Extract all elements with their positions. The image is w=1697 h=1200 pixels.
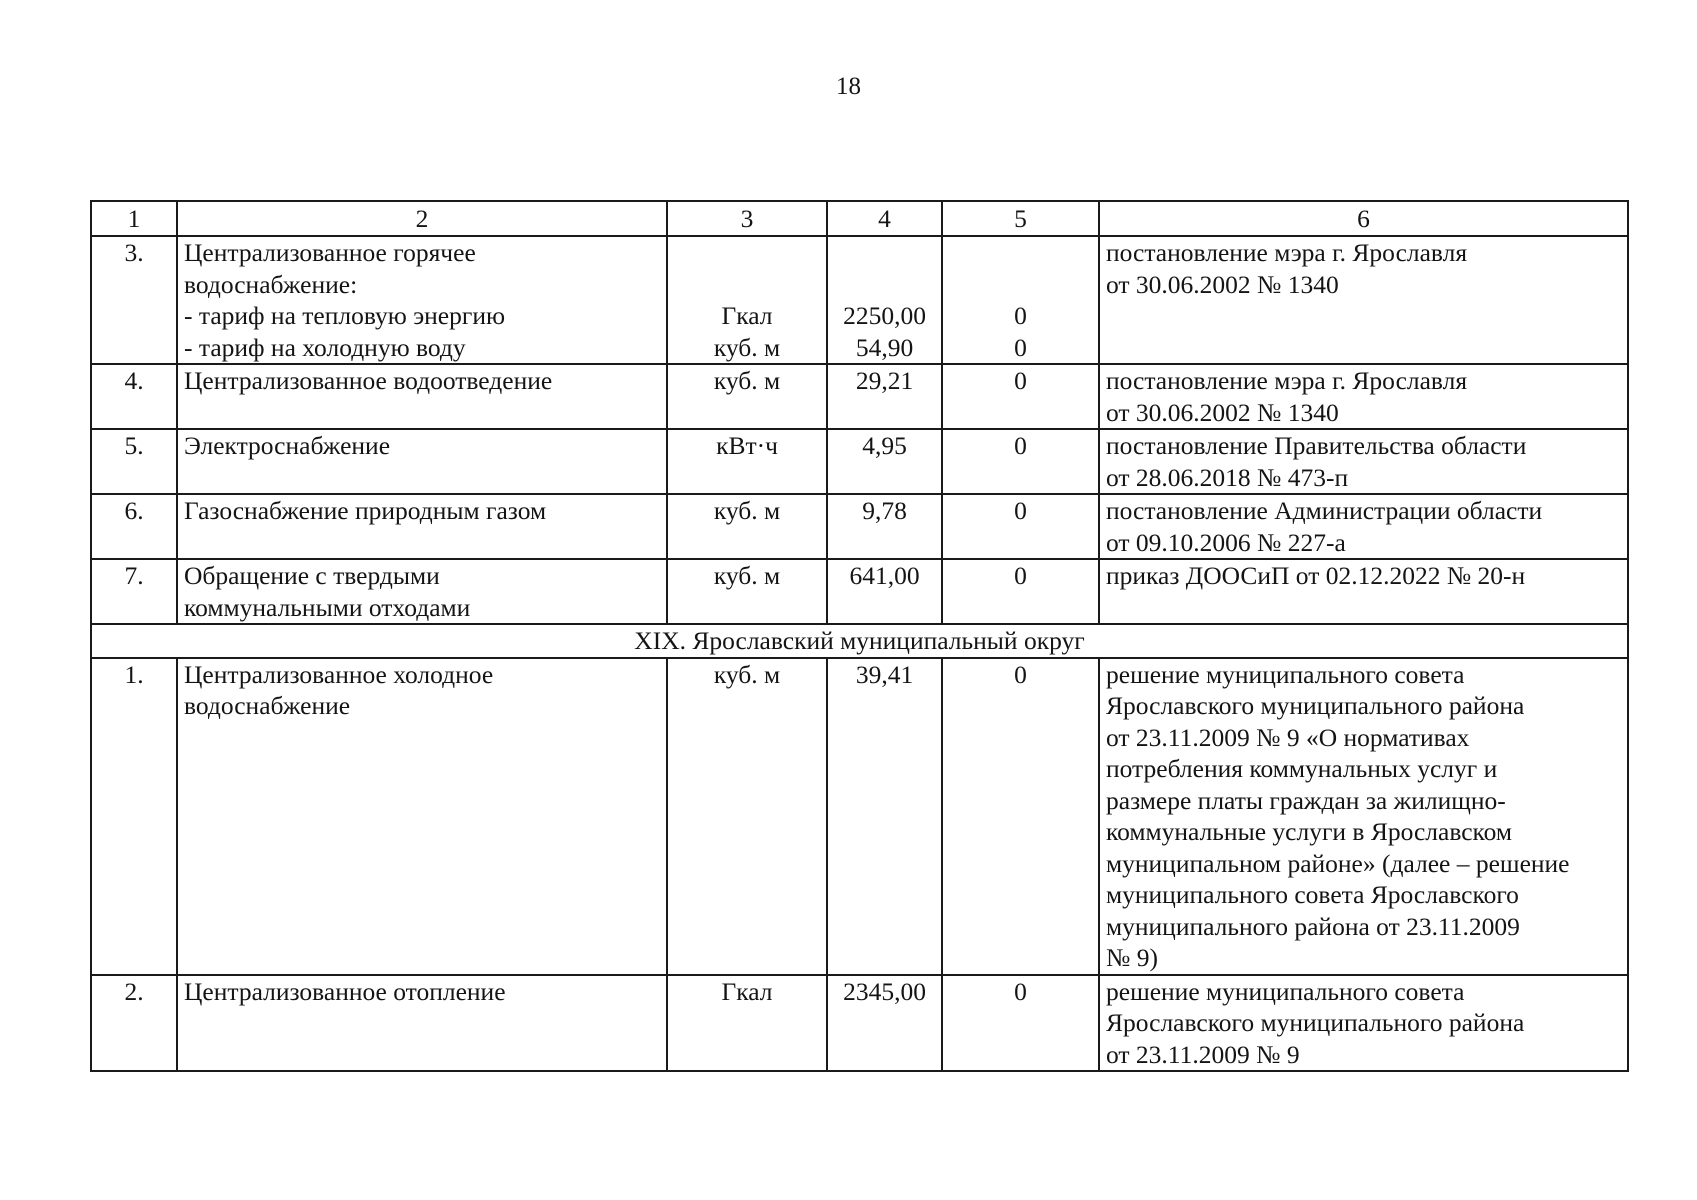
legal-basis-line: постановление Администрации области [1106,496,1543,525]
service-name [177,236,667,364]
service-name-line: водоснабжение [184,691,351,720]
service-name-line: Централизованное водоотведение [184,366,553,395]
legal-basis-line: приказ ДООСиП от 02.12.2022 № 20-н [1106,561,1526,590]
legal-basis-line: от 28.06.2018 № 473-п [1106,462,1349,492]
legal-basis [1099,236,1628,364]
deviation-value: 0 [1014,332,1027,362]
service-name-line: - тариф на холодную воду [184,332,466,362]
table-row [91,975,1628,1072]
column-number-row [91,201,1628,236]
legal-basis [1099,975,1628,1072]
unit: куб. м [667,559,827,624]
tariff-table [90,200,1629,1072]
row-number: 2. [91,975,177,1072]
tariff-value: 39,41 [827,658,942,975]
deviation-value: 0 [942,559,1099,624]
deviation-value: 0 [942,364,1099,429]
section-row [91,624,1628,658]
tariff-value: 2345,00 [827,975,942,1072]
service-name-line: Централизованное холодное [184,659,494,689]
table-row [91,236,1628,364]
table-row [91,658,1628,975]
tariff-value: 4,95 [827,429,942,494]
unit: куб. м [667,658,827,975]
legal-basis-line: потребления коммунальных услуг и [1106,754,1498,783]
service-name-line: Централизованное отопление [184,976,506,1006]
column-number: 5 [942,201,1099,236]
service-name-line: коммунальными отходами [184,592,471,622]
row-number: 3. [91,236,177,364]
legal-basis-line: размере платы граждан за жилищно- [1106,785,1506,815]
tariff-value: 29,21 [827,364,942,429]
section-title: XIX. Ярославский муниципальный округ [91,624,1628,658]
legal-basis-line: от 23.11.2009 № 9 [1106,1039,1300,1069]
service-name-line: водоснабжение: [184,269,358,299]
service-name-line: Обращение с твердыми [184,561,440,590]
service-name [177,494,667,559]
service-name [177,364,667,429]
row-number: 5. [91,429,177,494]
service-name-line: - тариф на тепловую энергию [184,301,506,330]
legal-basis-line: постановление мэра г. Ярославля [1106,366,1468,395]
unit-cell [667,236,827,364]
unit: куб. м [667,364,827,429]
legal-basis-line: от 09.10.2006 № 227-а [1106,527,1346,557]
legal-basis-line: Ярославского муниципального района [1106,691,1525,720]
table-row [91,494,1628,559]
service-name [177,559,667,624]
column-number: 6 [1099,201,1628,236]
row-number: 7. [91,559,177,624]
legal-basis-line: № 9) [1106,943,1158,972]
row-number: 4. [91,364,177,429]
legal-basis [1099,658,1628,975]
legal-basis [1099,364,1628,429]
row-number: 1. [91,658,177,975]
legal-basis-line: постановление Правительства области [1106,431,1527,460]
column-number: 2 [177,201,667,236]
column-number: 4 [827,201,942,236]
unit: куб. м [713,332,781,362]
legal-basis-line: от 30.06.2002 № 1340 [1106,269,1339,299]
legal-basis-line: коммунальные услуги в Ярославском [1106,817,1513,846]
table-row [91,559,1628,624]
service-name [177,975,667,1072]
legal-basis-line: муниципального района от 23.11.2009 [1106,911,1520,941]
unit: Гкал [721,301,773,330]
unit: Гкал [667,975,827,1072]
unit: куб. м [667,494,827,559]
deviation-value: 0 [942,494,1099,559]
legal-basis-line: от 23.11.2009 № 9 «О нормативах [1106,722,1470,752]
tariff-value: 54,90 [855,332,914,362]
legal-basis-line: от 30.06.2002 № 1340 [1106,397,1339,427]
service-name-line: Газоснабжение природным газом [184,496,547,525]
service-name [177,429,667,494]
page-number: 18 [836,73,861,100]
legal-basis [1099,494,1628,559]
legal-basis-line: решение муниципального совета [1106,976,1465,1006]
column-number: 1 [91,201,177,236]
deviation-cell [942,236,1099,364]
deviation-value: 0 [942,975,1099,1072]
deviation-value: 0 [1014,301,1027,330]
legal-basis [1099,429,1628,494]
service-name-line: Электроснабжение [184,431,391,460]
tariff-value: 9,78 [827,494,942,559]
service-name-line: Централизованное горячее [184,238,476,267]
column-number: 3 [667,201,827,236]
legal-basis-line: Ярославского муниципального района [1106,1008,1525,1037]
legal-basis-line: муниципальном районе» (далее – решение [1106,848,1570,878]
legal-basis [1099,559,1628,624]
unit: кВт·ч [667,429,827,494]
legal-basis-line: постановление мэра г. Ярославля [1106,238,1468,267]
table-row [91,429,1628,494]
deviation-value: 0 [942,429,1099,494]
legal-basis-line: муниципального совета Ярославского [1106,880,1519,909]
service-name [177,658,667,975]
value-cell [827,236,942,364]
tariff-value: 2250,00 [843,301,926,330]
row-number: 6. [91,494,177,559]
tariff-value: 641,00 [827,559,942,624]
deviation-value: 0 [942,658,1099,975]
table-row [91,364,1628,429]
legal-basis-line: решение муниципального совета [1106,659,1465,689]
